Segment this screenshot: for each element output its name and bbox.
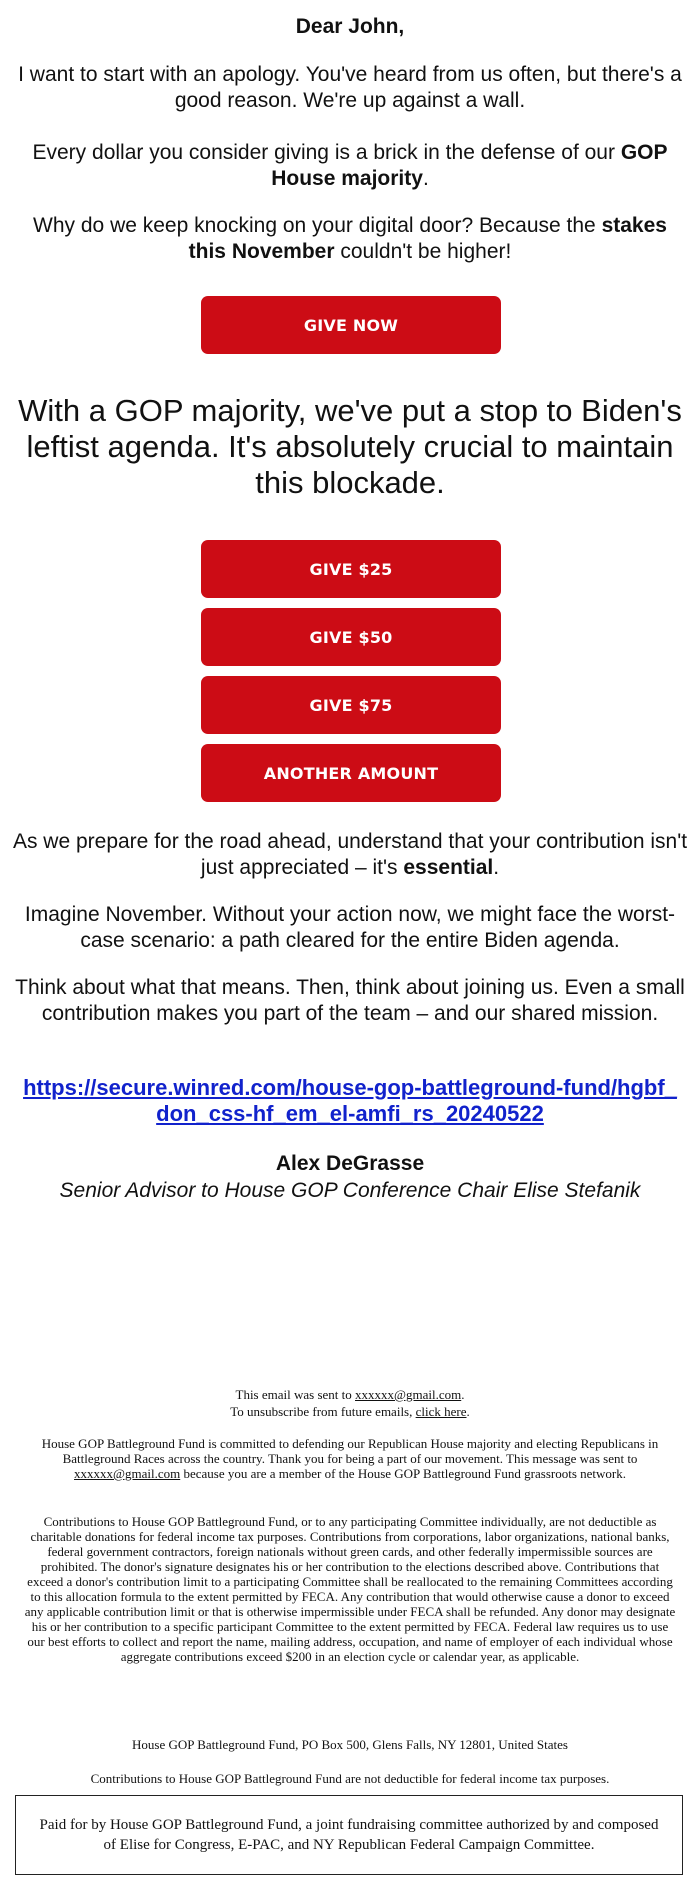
headline: With a GOP majority, we've put a stop to Biden's leftist agenda. It's absolutely crucial to maintain this blockade. bbox=[18, 393, 682, 500]
donate-link[interactable]: https://secure.winred.com/house-gop-battleground-fund/hgbf_don_css-hf_em_el-amfi_rs_20240522 bbox=[23, 1075, 677, 1126]
member-email-link[interactable]: xxxxxx@gmail.com bbox=[74, 1466, 181, 1481]
give-50-button[interactable]: GIVE $50 bbox=[201, 608, 501, 666]
tax-notice: Contributions to House GOP Battleground Fund are not deductible for federal income tax purposes. bbox=[90, 1771, 610, 1786]
committed-text: House GOP Battleground Fund is committed to defending our Republican House majority and electing Republicans in Battleground Races across the country. Thank you for being a part of our movement. This message was sent to bbox=[41, 1436, 659, 1466]
committed-paragraph bbox=[22, 1436, 678, 1481]
legal-disclaimer: Contributions to House GOP Battleground Fund, or to any participating Committee individually, are not deductible as charitable donations for federal income tax purposes. Contributions from corporations, labor organizations, national banks, federal government contractors, foreign nationals without green cards, and other federally impermissible sources are prohibited. The donor's signature designates his or her contribution to the elections described above. Contributions that exceed a donor's contribution limit to a participating Committee shall be reallocated to the remaining Committees according to this allocation formula to the extent permitted by FECA. Any contribution that would otherwise cause a donor to exceed any applicable contribution limit or that is otherwise impermissible under FECA shall be refunded. Any donor may designate his or her contribution to a specific participant Committee to the extent permitted by FECA. Federal law requires us to use our best efforts to collect and report the name, mailing address, occupation, and name of employer of each individual whose aggregate contributions exceed $200 in an election cycle or calendar year, as applicable. bbox=[24, 1514, 676, 1664]
brick-emphasis: GOP House majority bbox=[271, 141, 668, 190]
committed-end: because you are a member of the House GOP Battleground Fund grassroots network. bbox=[180, 1466, 626, 1481]
unsubscribe-end: . bbox=[466, 1404, 470, 1419]
imagine-paragraph: Imagine November. Without your action now, we might face the worst-case scenario: a path cleared for the entire Biden agenda. bbox=[24, 903, 676, 952]
unsubscribe-line bbox=[22, 1404, 678, 1419]
signer-name: Alex DeGrasse bbox=[275, 1152, 425, 1175]
road-emphasis: essential bbox=[403, 856, 494, 879]
sent-to-line bbox=[22, 1387, 678, 1402]
knock-paragraph bbox=[12, 213, 688, 265]
unsubscribe-link[interactable]: click here bbox=[415, 1404, 467, 1419]
think-paragraph: Think about what that means. Then, think about joining us. Even a small contribution makes you part of the team – and our shared mission. bbox=[15, 976, 685, 1025]
brick-text: Every dollar you consider giving is a brick in the defense of our bbox=[32, 141, 621, 164]
unsubscribe-text: To unsubscribe from future emails, bbox=[230, 1404, 416, 1419]
knock-end: couldn't be higher! bbox=[334, 240, 512, 263]
mailing-address: House GOP Battleground Fund, PO Box 500, Glens Falls, NY 12801, United States bbox=[132, 1737, 568, 1752]
intro-paragraph: I want to start with an apology. You've heard from us often, but there's a good reason. We're up against a wall. bbox=[18, 63, 682, 112]
give-now-button[interactable]: GIVE NOW bbox=[201, 296, 501, 354]
greeting: Dear John, bbox=[295, 15, 405, 38]
signer-title: Senior Advisor to House GOP Conference Chair Elise Stefanik bbox=[59, 1179, 641, 1202]
paid-for-text: Paid for by House GOP Battleground Fund, a joint fundraising committee authorized by and composed of Elise for Congress, E-PAC, and NY Republican Federal Campaign Committee. bbox=[39, 1817, 659, 1853]
sent-to-text: This email was sent to bbox=[235, 1387, 356, 1402]
knock-emphasis: stakes this November bbox=[188, 214, 667, 263]
sent-to-end: . bbox=[461, 1387, 465, 1402]
road-end: . bbox=[493, 856, 500, 879]
road-paragraph bbox=[12, 829, 688, 881]
road-text: As we prepare for the road ahead, understand that your contribution isn't just appreciated – it's bbox=[12, 830, 688, 879]
give-75-button[interactable]: GIVE $75 bbox=[201, 676, 501, 734]
recipient-email-link[interactable]: xxxxxx@gmail.com bbox=[355, 1387, 462, 1402]
give-25-button[interactable]: GIVE $25 bbox=[201, 540, 501, 598]
paid-for-box bbox=[15, 1795, 683, 1875]
another-amount-button[interactable]: ANOTHER AMOUNT bbox=[201, 744, 501, 802]
brick-paragraph bbox=[12, 140, 688, 192]
knock-text: Why do we keep knocking on your digital door? Because the bbox=[33, 214, 602, 237]
brick-end: . bbox=[422, 167, 429, 190]
